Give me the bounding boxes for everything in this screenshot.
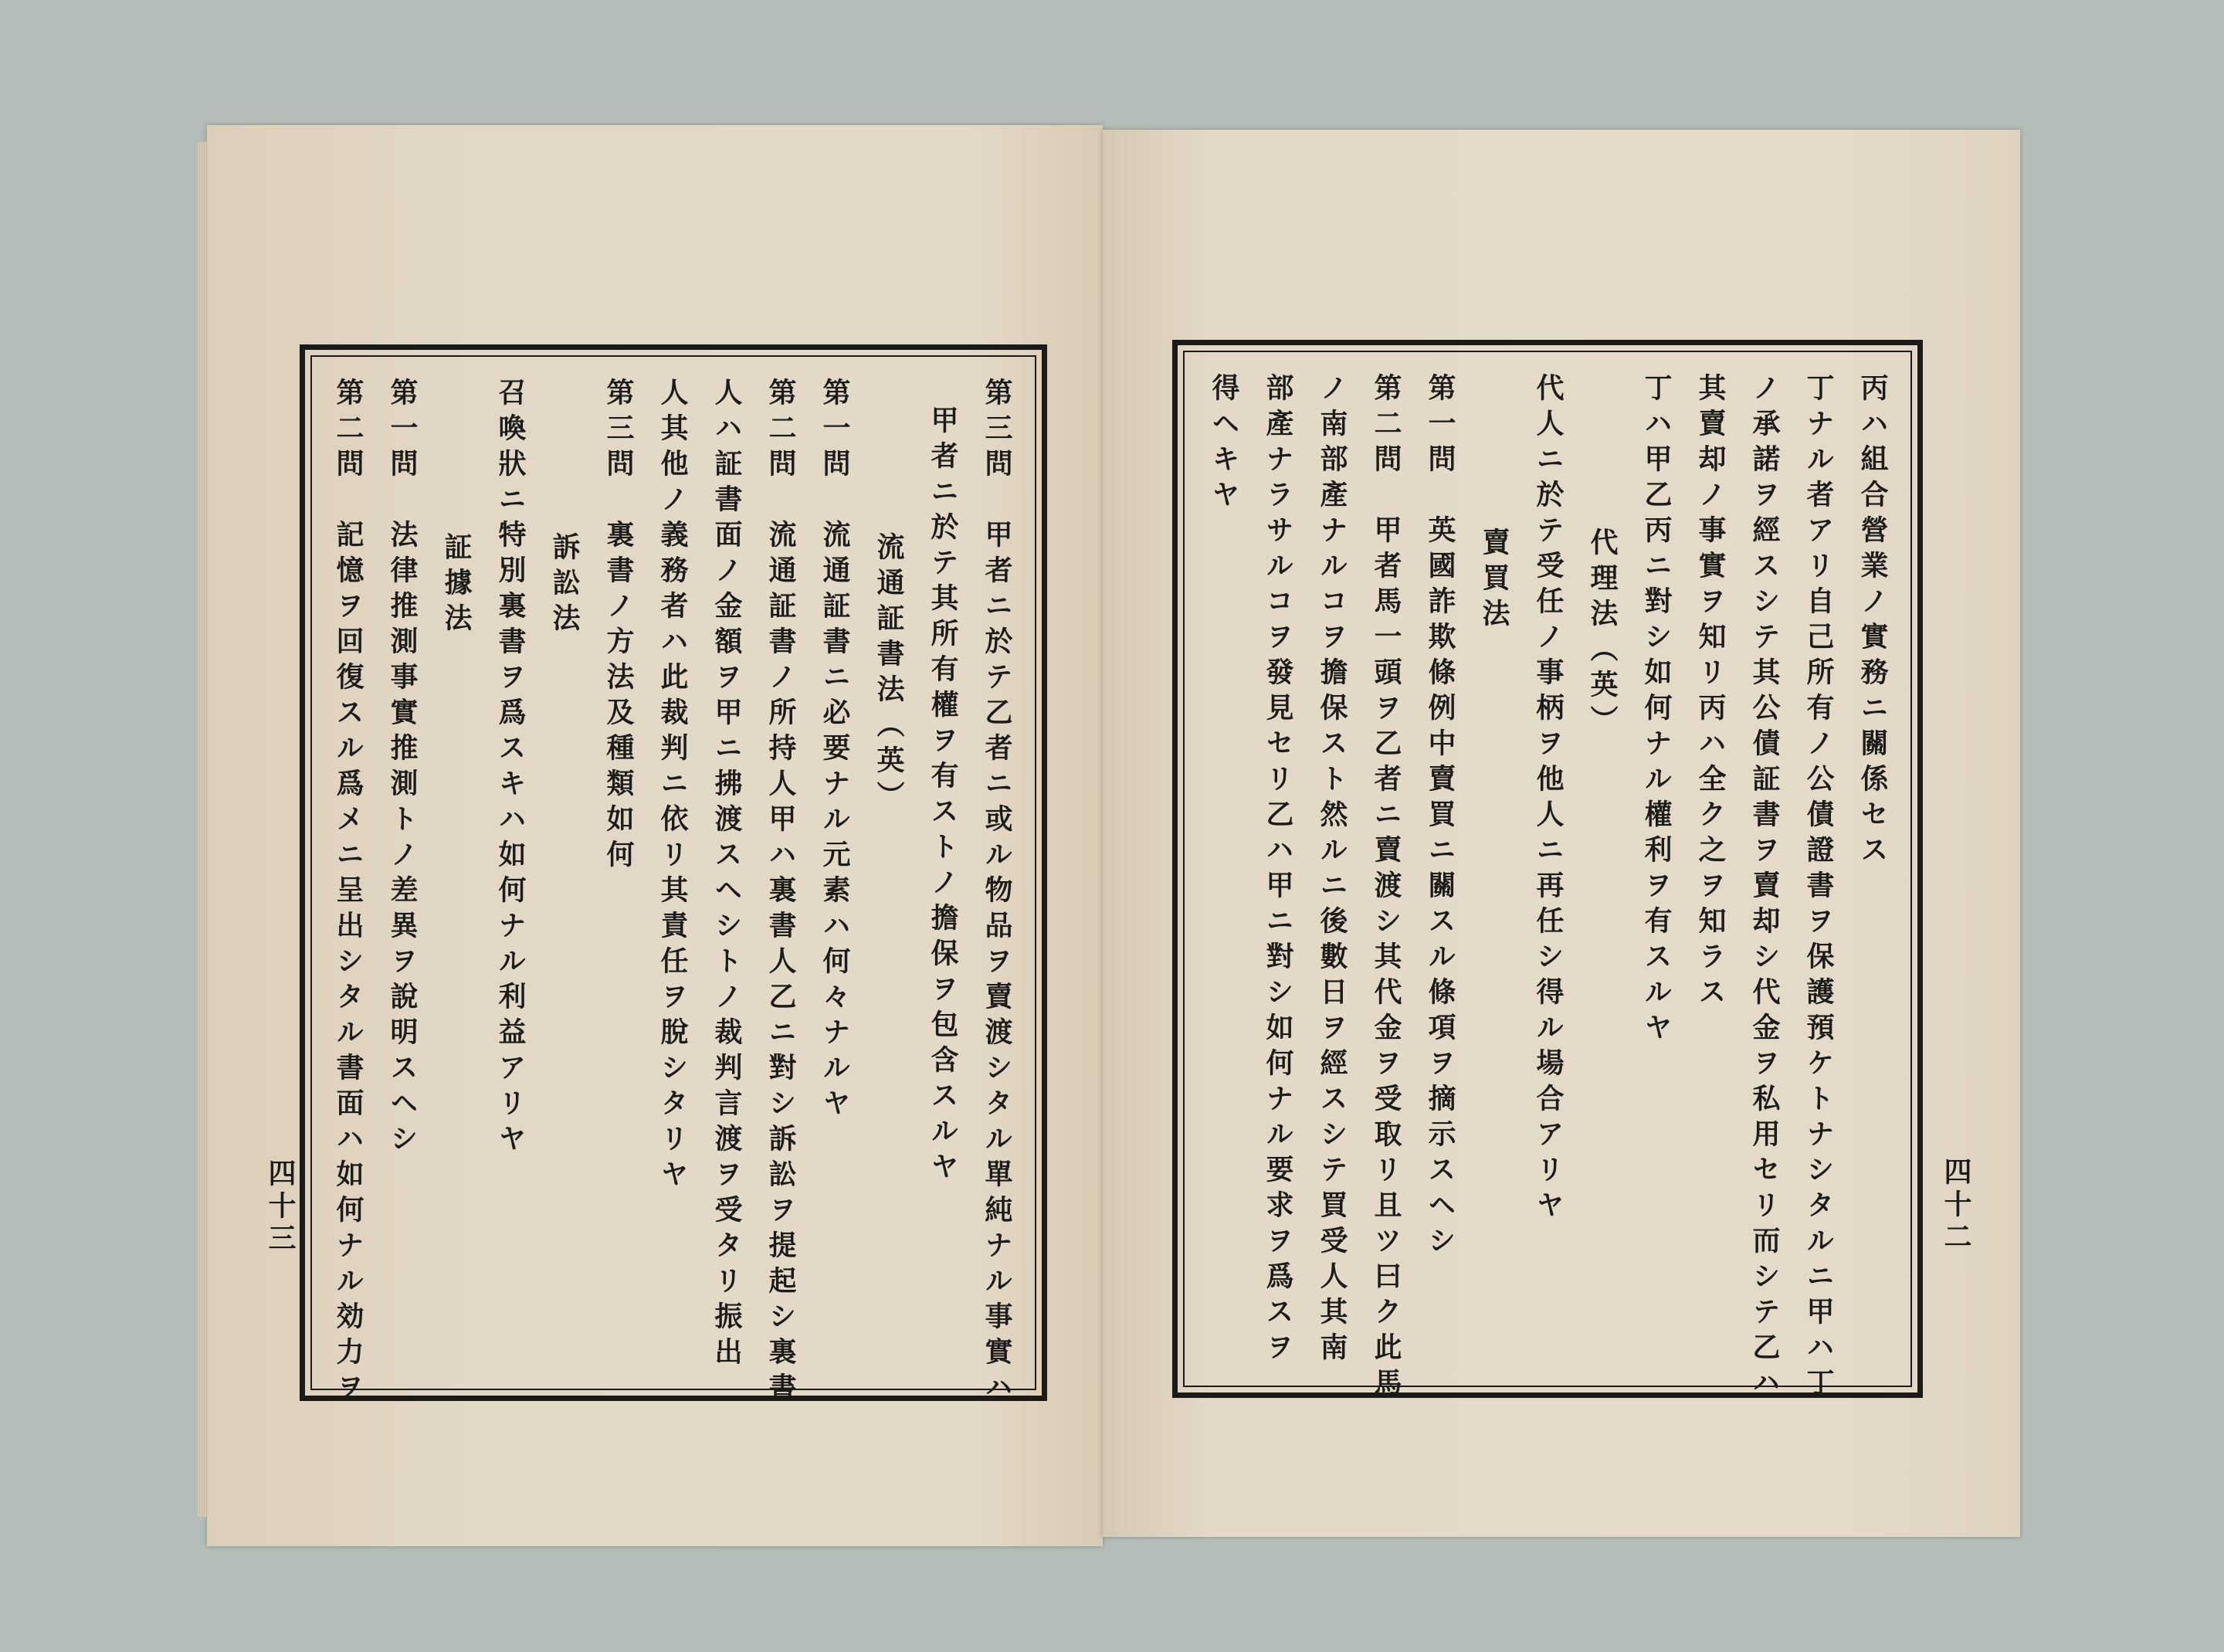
left-col-10: 召喚狀ニ特別裏書ヲ爲スキハ如何ナル利益アリヤ	[494, 378, 527, 1159]
right-col-7: 代人ニ於テ受任ノ事柄ヲ他人ニ再任シ得ル場合アリヤ	[1532, 373, 1565, 1226]
left-col-8: 第三問 裏書ノ方法及種類如何	[602, 378, 635, 875]
left-col-3: 流通証書法（英）	[873, 532, 905, 816]
right-col-11: ノ南部產ナルコヲ擔保スト然ルニ後數日ヲ經スシテ買受人其南	[1316, 373, 1348, 1368]
page-edges	[198, 142, 208, 1517]
right-col-4: 其賣却ノ事實ヲ知リ丙ハ全ク之ヲ知ラス	[1694, 373, 1727, 1013]
right-text-frame	[1172, 340, 1923, 1403]
left-col-13: 第二問 記憶ヲ回復スル爲メニ呈出シタル書面ハ如何ナル効力ヲ	[332, 378, 364, 1408]
right-col-10: 第二問 甲者馬一頭ヲ乙者ニ賣渡シ其代金ヲ受取リ且ツ曰ク此馬	[1370, 373, 1402, 1403]
left-page	[207, 125, 1103, 1546]
right-col-1: 丙ハ組合營業ノ實務ニ關係セス	[1856, 373, 1889, 870]
right-col-8: 賣買法	[1478, 527, 1510, 634]
left-text-frame	[300, 344, 1047, 1408]
right-col-13: 得ヘキヤ	[1208, 373, 1240, 515]
left-col-12: 第一問 法律推測事實推測トノ差異ヲ說明スヘシ	[386, 378, 419, 1159]
right-col-6: 代理法（英）	[1586, 527, 1619, 741]
left-col-1: 第三問 甲者ニ於テ乙者ニ或ル物品ヲ賣渡シタル單純ナル事實ハ	[981, 378, 1013, 1408]
left-col-2: 甲者ニ於テ其所有權ヲ有ストノ擔保ヲ包含スルヤ	[927, 405, 959, 1187]
right-col-5: 丁ハ甲乙丙ニ對シ如何ナル權利ヲ有スルヤ	[1640, 373, 1673, 1048]
left-col-4: 第一問 流通証書ニ必要ナル元素ハ何々ナルヤ	[819, 378, 851, 1124]
book-spread	[207, 116, 2022, 1545]
right-col-3: ノ承諾ヲ經スシテ其公債証書ヲ賣却シ代金ヲ私用セリ而シテ乙ハ	[1748, 373, 1781, 1403]
right-col-9: 第一問 英國詐欺條例中賣買ニ關スル條項ヲ摘示スヘシ	[1424, 373, 1456, 1261]
right-page	[1103, 130, 2020, 1537]
left-col-7: 人其他ノ義務者ハ此裁判ニ依リ其責任ヲ脫シタリヤ	[656, 378, 689, 1195]
left-page-number: 四十三	[264, 1158, 297, 1256]
left-col-6: 人ハ証書面ノ金額ヲ甲ニ拂渡スヘシトノ裁判言渡ヲ受タリ振出	[710, 378, 743, 1372]
right-col-12: 部產ナラサルコヲ發見セリ乙ハ甲ニ對シ如何ナル要求ヲ爲スヲ	[1262, 373, 1294, 1368]
left-col-5: 第二問 流通証書ノ所持人甲ハ裏書人乙ニ對シ訴訟ヲ提起シ裏書	[764, 378, 797, 1408]
left-col-11: 証據法	[440, 532, 473, 639]
right-page-number: 四十二	[1940, 1157, 1972, 1254]
right-col-2: 丁ナル者アリ自己所有ノ公債證書ヲ保護預ケトナシタルニ甲ハ丁	[1802, 373, 1835, 1403]
left-col-9: 訴訟法	[548, 532, 581, 639]
